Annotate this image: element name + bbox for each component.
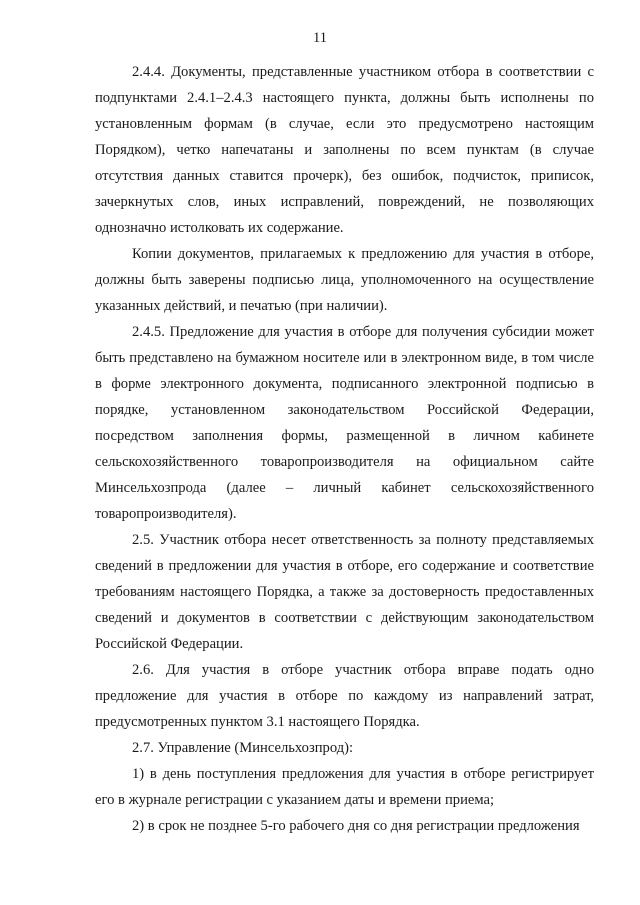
paragraph-2-5: 2.5. Участник отбора несет ответственность за полноту представляемых сведений в предложении для участия в отборе, его содержание и соответствие требованиям настоящего Порядка, а также за достоверность предоставленных сведений и документов в соответствии с действующим законодательством Российской Федерации. bbox=[95, 532, 594, 652]
paragraph-2-4-4: 2.4.4. Документы, представленные участником отбора в соответствии с подпунктами 2.4.1–2.4.3 настоящего пункта, должны быть исполнены по установленным формам (в случае, если это предусмотрено настоящим Порядком), четко напечатаны и заполнены по всем пунктам (в случае отсутствия данных ставится прочерк), без ошибок, подчисток, приписок, зачеркнутых слов, иных исправлений, повреждений, не позволяющих однозначно истолковать их содержание. bbox=[95, 64, 594, 236]
paragraph-2-6: 2.6. Для участия в отборе участник отбора вправе подать одно предложение для участия в отборе по каждому из направлений затрат, предусмотренных пунктом 3.1 настоящего Порядка. bbox=[95, 662, 594, 730]
paragraph-2-7: 2.7. Управление (Минсельхозпрод): bbox=[132, 740, 354, 756]
document-body bbox=[95, 59, 594, 839]
paragraph-2-7-item-2: 2) в срок не позднее 5-го рабочего дня со дня регистрации предложения bbox=[132, 818, 580, 834]
page-number: 11 bbox=[313, 30, 327, 46]
paragraph-2-4-5: 2.4.5. Предложение для участия в отборе для получения субсидии может быть представлено на бумажном носителе или в электронном виде, в том числе в форме электронного документа, подписанного электронной подписью в порядке, установленном законодательством Российской Федерации, посредством заполнения формы, размещенной в личном кабинете сельскохозяйственного товаропроизводителя на официальном сайте Минсельхозпрода (далее – личный кабинет сельскохозяйственного товаропроизводителя). bbox=[95, 324, 594, 522]
paragraph-2-7-item-1: 1) в день поступления предложения для участия в отборе регистрирует его в журнале регистрации с указанием даты и времени приема; bbox=[95, 766, 594, 808]
paragraph-copies-certification: Копии документов, прилагаемых к предложению для участия в отборе, должны быть заверены подписью лица, уполномоченного на осуществление указанных действий, и печатью (при наличии). bbox=[95, 246, 594, 314]
